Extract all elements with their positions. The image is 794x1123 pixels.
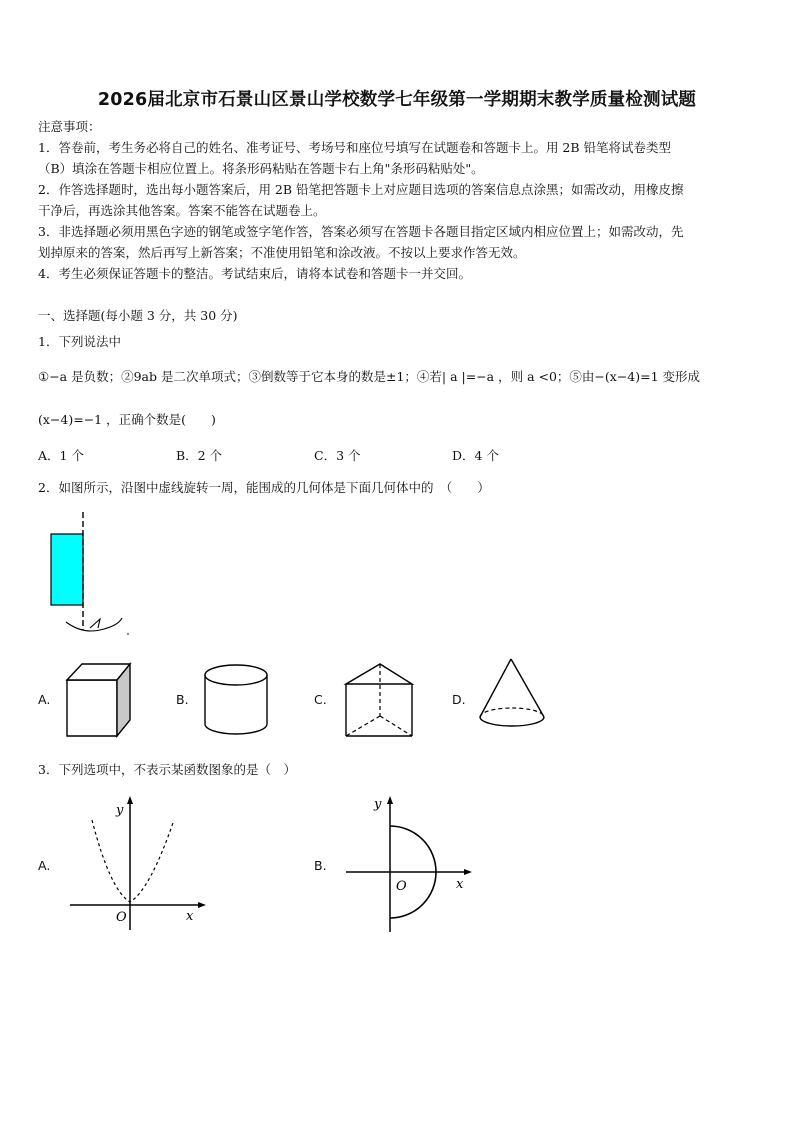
q3-option-a-label: A. [38, 858, 51, 873]
graph-a-x-label: x [186, 909, 194, 924]
q3-option-b-label: B. [314, 858, 327, 873]
q1-stem: 1．下列说法中 [38, 334, 121, 349]
q2-option-a-label: A. [38, 692, 51, 707]
q1-option-d: D．4 个 [452, 448, 499, 463]
q2-option-d-label: D. [452, 692, 466, 707]
q1-line-1: ①−a 是负数；②9ab 是二次单项式；③倒数等于它本身的数是±1；④若| a |=−a ，则 a <0；⑤由−(x−4)=1 变形成 [38, 369, 701, 384]
parabola-curve [92, 820, 174, 902]
graph-b-x-label: x [456, 877, 464, 892]
graph-b-origin-label: O [396, 879, 407, 894]
q1-line-2: (x−4)=−1 ，正确个数是( ) [38, 412, 216, 427]
notice-line-3: 2．作答选择题时，选出每小题答案后，用 2B 铅笔把答题卡上对应题目选项的答案信息点涂黑；如需改动，用橡皮擦 [38, 182, 684, 197]
q3-stem: 3．下列选项中，不表示某函数图象的是（ ） [38, 762, 296, 777]
graph-a-y-label: y [116, 803, 124, 818]
q3-graph-b [340, 790, 480, 940]
notice-line-1: 1．答卷前，考生务必将自己的姓名、准考证号、考场号和座位号填写在试题卷和答题卡上。用 2B 铅笔将试卷类型 [38, 140, 672, 155]
triangular-prism-icon [340, 660, 420, 740]
notice-line-4: 干净后，再选涂其他答案。答案不能答在试题卷上。 [38, 203, 326, 218]
notice-line-7: 4．考生必须保证答题卡的整洁。考试结束后，请将本试卷和答题卡一并交回。 [38, 266, 471, 281]
q1-option-c: C．3 个 [314, 448, 361, 463]
cone-icon [476, 655, 550, 735]
notice-line-6: 划掉原来的答案，然后再写上新答案；不准使用铅笔和涂改液。不按以上要求作答无效。 [38, 245, 526, 260]
notice-heading: 注意事项： [38, 119, 101, 134]
rotating-rectangle [51, 534, 83, 605]
notice-line-5: 3．非选择题必须用黑色字迹的钢笔或签字笔作答，答案必须写在答题卡各题目指定区域内相应位置上；如需改动，先 [38, 224, 684, 239]
q2-option-b-label: B. [176, 692, 189, 707]
q2-rotation-figure [40, 510, 150, 645]
cylinder-icon [200, 660, 272, 740]
notice-line-2: （B）填涂在答题卡相应位置上。将条形码粘贴在答题卡右上角"条形码粘贴处"。 [38, 161, 484, 176]
q2-stem: 2．如图所示，沿图中虚线旋转一周，能围成的几何体是下面几何体中的 （ ） [38, 480, 490, 495]
graph-b-y-label: y [374, 797, 382, 812]
page-title: 2026届北京市石景山区景山学校数学七年级第一学期期末教学质量检测试题 [97, 90, 697, 110]
q1-option-a: A．1 个 [38, 448, 84, 463]
q1-option-b: B．2 个 [176, 448, 223, 463]
q2-option-c-label: C. [314, 692, 327, 707]
q3-graph-a [66, 790, 216, 940]
graph-a-origin-label: O [116, 910, 127, 925]
cube-icon [62, 660, 132, 740]
section-heading: 一、选择题(每小题 3 分，共 30 分) [38, 308, 238, 323]
